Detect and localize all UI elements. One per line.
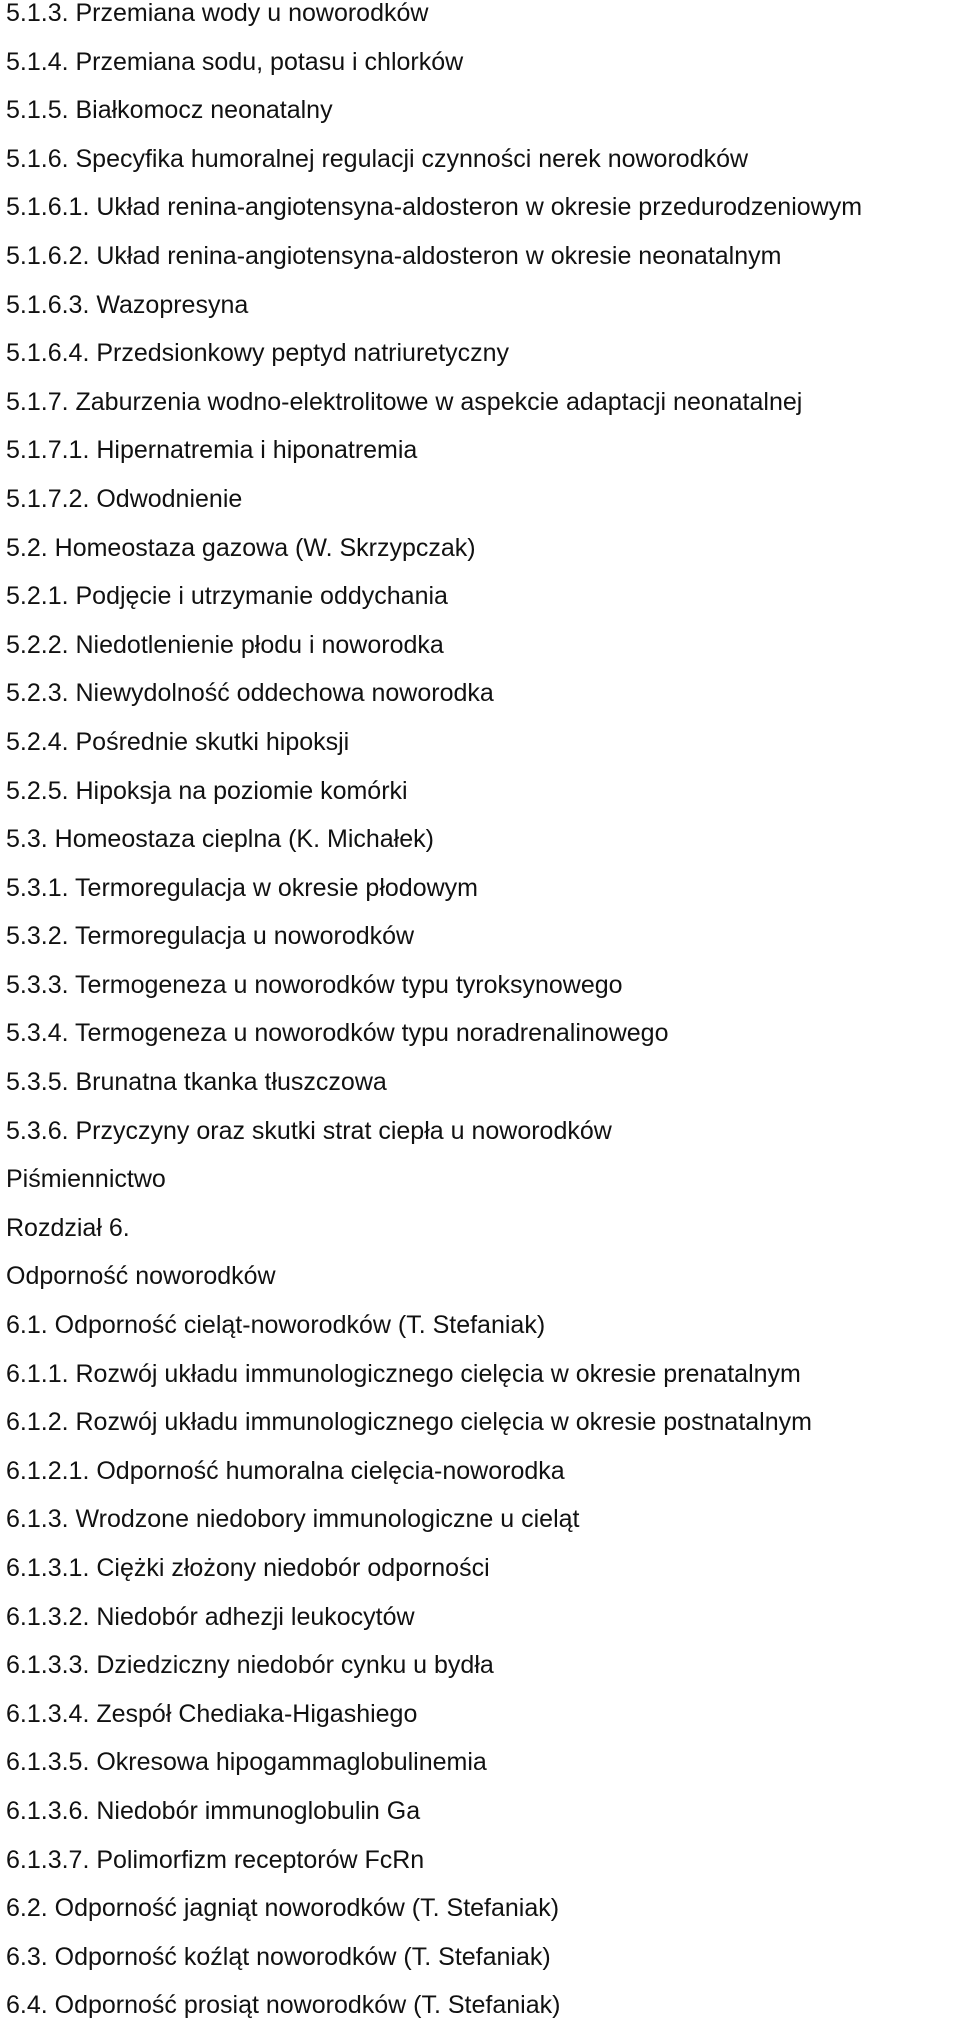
toc-entry-5-3-4: 5.3.4. Termogeneza u noworodków typu noradrenalinowego (6, 1019, 669, 1048)
toc-entry-6-1-3-2: 6.1.3.2. Niedobór adhezji leukocytów (6, 1602, 415, 1631)
toc-entry-6-1-3-4: 6.1.3.4. Zespół Chediaka-Higashiego (6, 1699, 418, 1728)
toc-entry-6-1-3-5: 6.1.3.5. Okresowa hipogammaglobulinemia (6, 1748, 487, 1777)
toc-entry-5-3-6: 5.3.6. Przyczyny oraz skutki strat ciepła u noworodków (6, 1116, 612, 1145)
toc-entry-5-2-2: 5.2.2. Niedotlenienie płodu i noworodka (6, 630, 444, 659)
toc-entry-5-2-4: 5.2.4. Pośrednie skutki hipoksji (6, 727, 350, 756)
toc-entry-5-3-1: 5.3.1. Termoregulacja w okresie płodowym (6, 873, 478, 902)
toc-entry-5-3-5: 5.3.5. Brunatna tkanka tłuszczowa (6, 1068, 387, 1097)
toc-chapter-heading: Rozdział 6. (6, 1213, 130, 1242)
toc-entry-6-1-2: 6.1.2. Rozwój układu immunologicznego cielęcia w okresie postnatalnym (6, 1408, 812, 1437)
toc-entry-5-1-6-1: 5.1.6.1. Układ renina-angiotensyna-aldosteron w okresie przedurodzeniowym (6, 193, 863, 222)
toc-entry-6-1-3-6: 6.1.3.6. Niedobór immunoglobulin Ga (6, 1796, 421, 1825)
toc-entry-6-1-3-7: 6.1.3.7. Polimorfizm receptorów FcRn (6, 1845, 425, 1874)
toc-entry-6-1-3-1: 6.1.3.1. Ciężki złożony niedobór odporności (6, 1554, 490, 1582)
toc-entry-5-3-2: 5.3.2. Termoregulacja u noworodków (6, 922, 415, 951)
toc-entry-5-1-7-1: 5.1.7.1. Hipernatremia i hiponatremia (6, 436, 418, 465)
toc-entry-5-1-7: 5.1.7. Zaburzenia wodno-elektrolitowe w aspekcie adaptacji neonatalnej (6, 387, 803, 416)
toc-entry-5-2-5: 5.2.5. Hipoksja na poziomie komórki (6, 776, 408, 805)
toc-entry-bibliography: Piśmiennictwo (6, 1165, 166, 1194)
toc-entry-5-3: 5.3. Homeostaza cieplna (K. Michałek) (6, 825, 434, 854)
toc-entry-6-1-1: 6.1.1. Rozwój układu immunologicznego cielęcia w okresie prenatalnym (6, 1359, 801, 1388)
toc-entry-5-1-4: 5.1.4. Przemiana sodu, potasu i chlorków (6, 47, 464, 76)
toc-entry-5-3-3: 5.3.3. Termogeneza u noworodków typu tyroksynowego (6, 970, 623, 999)
toc-entry-6-3: 6.3. Odporność koźląt noworodków (T. Stefaniak) (6, 1942, 551, 1971)
toc-entry-5-1-6: 5.1.6. Specyfika humoralnej regulacji czynności nerek noworodków (6, 144, 749, 173)
toc-entry-5-1-3: 5.1.3. Przemiana wody u noworodków (6, 0, 429, 27)
toc-entry-5-1-6-3: 5.1.6.3. Wazopresyna (6, 290, 249, 319)
toc-entry-5-2-3: 5.2.3. Niewydolność oddechowa noworodka (6, 679, 494, 708)
toc-entry-5-1-6-4: 5.1.6.4. Przedsionkowy peptyd natriuretyczny (6, 339, 510, 368)
toc-entry-5-2-1: 5.2.1. Podjęcie i utrzymanie oddychania (6, 582, 448, 611)
toc-entry-5-1-6-2: 5.1.6.2. Układ renina-angiotensyna-aldosteron w okresie neonatalnym (6, 241, 782, 270)
toc-chapter-title: Odporność noworodków (6, 1262, 276, 1291)
toc-entry-6-2: 6.2. Odporność jagniąt noworodków (T. Stefaniak) (6, 1894, 560, 1923)
toc-entry-6-1-2-1: 6.1.2.1. Odporność humoralna cielęcia-noworodka (6, 1456, 565, 1485)
toc-entry-6-4: 6.4. Odporność prosiąt noworodków (T. Stefaniak) (6, 1991, 561, 2020)
toc-entry-6-1: 6.1. Odporność cieląt-noworodków (T. Stefaniak) (6, 1311, 546, 1340)
toc-entry-5-1-5: 5.1.5. Białkomocz neonatalny (6, 96, 333, 125)
toc-entry-5-1-7-2: 5.1.7.2. Odwodnienie (6, 484, 243, 513)
toc-entry-6-1-3: 6.1.3. Wrodzone niedobory immunologiczne u cieląt (6, 1505, 580, 1534)
toc-entry-6-1-3-3: 6.1.3.3. Dziedziczny niedobór cynku u bydła (6, 1651, 494, 1680)
toc-entry-5-2: 5.2. Homeostaza gazowa (W. Skrzypczak) (6, 533, 476, 562)
